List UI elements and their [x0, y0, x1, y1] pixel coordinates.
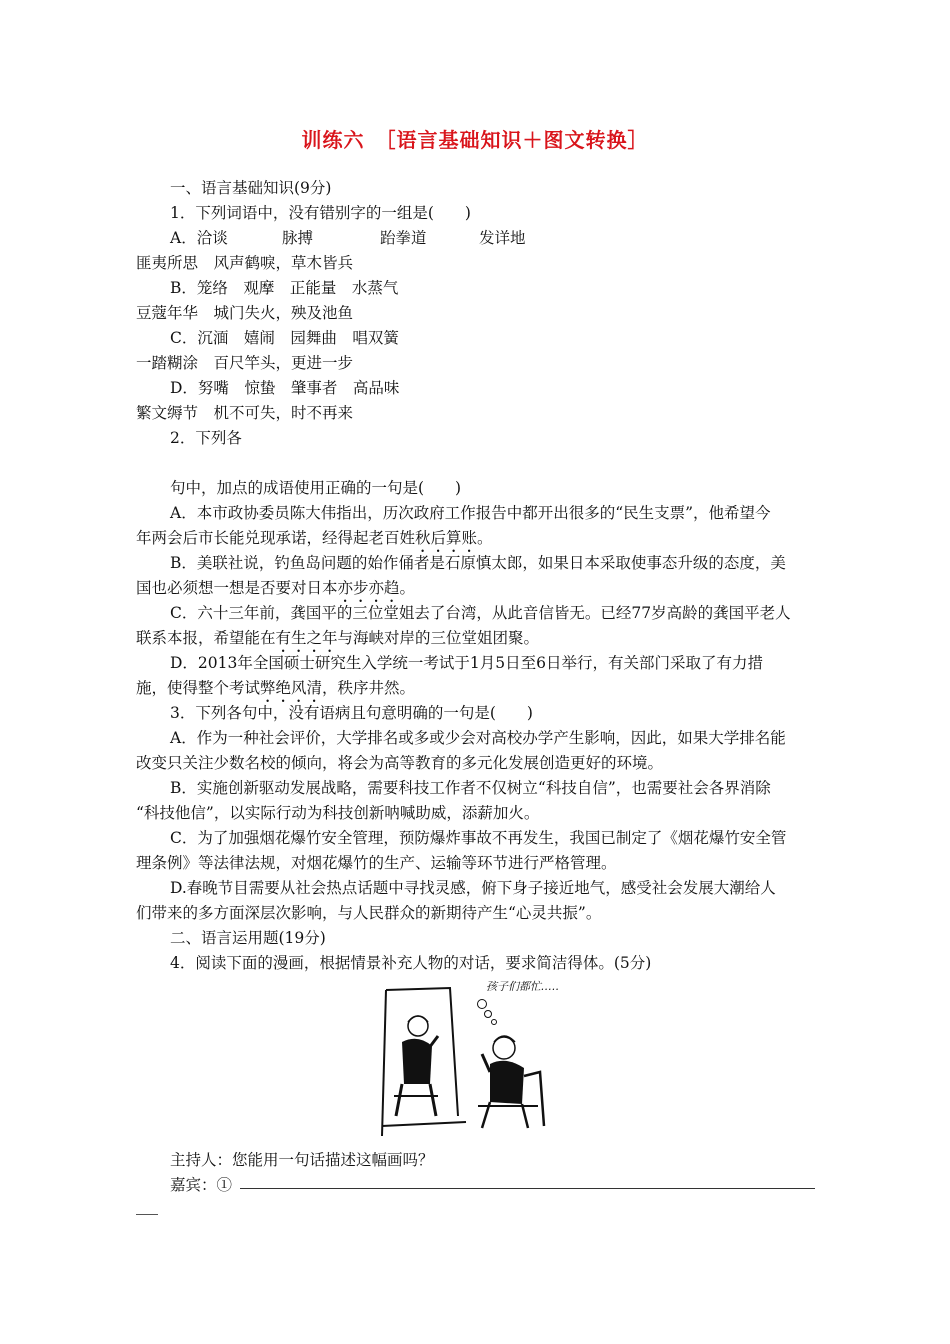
q1-a-word4: 发详地	[479, 229, 526, 247]
answer-blank-continuation	[136, 1214, 158, 1215]
q3-option-c-line2: 理条例》等法律法规，对烟花爆竹的生产、运输等环节进行严格管理。	[136, 854, 617, 872]
q1-option-d-line2: 繁文缛节 机不可失，时不再来	[136, 404, 354, 422]
comic-drawing	[378, 976, 558, 1142]
q2-option-a-line2	[136, 528, 493, 556]
comic-caption: 孩子们都忙……	[486, 980, 558, 993]
q3-option-d-line2: 们带来的多方面深层次影响，与人民群众的新期待产生“心灵共振”。	[136, 904, 602, 922]
seated-figure	[478, 1036, 544, 1128]
q1-a-word2: 脉搏	[282, 229, 314, 247]
q3-option-b-line2: “科技他信”，以实际行动为科技创新呐喊助威，添薪加火。	[136, 804, 540, 822]
q1-option-b-line2: 豆蔻年华 城门失火，殃及池鱼	[136, 304, 354, 322]
answer-blank-line[interactable]	[240, 1188, 815, 1189]
q2-d-text-end: ，秩序井然。	[322, 679, 416, 697]
q2-option-b: B．美联社说，钓鱼岛问题的始作俑者是石原慎太郎，如果日本采取使事态升级的态度，美	[170, 554, 786, 572]
q1-option-a	[170, 228, 526, 248]
q2-option-c: C．六十三年前，龚国平的三位堂姐去了台湾，从此音信皆无。已经77岁高龄的龚国平老人	[170, 604, 791, 622]
easel-leg-left	[382, 990, 386, 1136]
q2-option-c-line2	[136, 628, 539, 656]
section1-heading: 一、语言基础知识(9分)	[170, 179, 332, 197]
q3-option-a: A．作为一种社会评价，大学排名或多或少会对高校办学产生影响，因此，如果大学排名能	[170, 729, 786, 747]
q1-option-b: B．笼络 观摩 正能量 水蒸气	[170, 279, 399, 297]
q2-option-d-line2	[136, 678, 415, 706]
q1-option-c-line2: 一踏糊涂 百尺竿头，更进一步	[136, 354, 354, 372]
q2-stem-part2: 句中，加点的成语使用正确的一句是( )	[170, 479, 462, 497]
q2-b-dotted-idiom: 亦步亦趋	[337, 579, 400, 597]
q2-c-text-end: 与海峡对岸的三位堂姐团聚。	[337, 629, 540, 647]
q3-option-b: B．实施创新驱动发展战略，需要科技工作者不仅树立“科技自信”，也需要社会各界消除	[170, 779, 771, 797]
q1-option-d: D．努嘴 惊蛰 肇事者 高品味	[170, 379, 400, 397]
guest-line: 嘉宾：①	[170, 1176, 233, 1194]
easel-base	[382, 1122, 466, 1126]
painted-figure	[394, 1016, 438, 1116]
q3-option-c: C．为了加强烟花爆竹安全管理，预防爆炸事故不再发生，我国已制定了《烟花爆竹安全管	[170, 829, 787, 847]
q4-stem: 4．阅读下面的漫画，根据情景补充人物的对话，要求简洁得体。(5分)	[170, 954, 652, 972]
q2-a-dotted-idiom: 秋后算账	[415, 529, 478, 547]
q2-c-dotted-idiom: 有生之年	[275, 629, 338, 647]
q2-d-dotted-idiom: 弊绝风清	[260, 679, 323, 697]
q2-a-text-end: 。	[477, 529, 493, 547]
q3-option-d: D.春晚节目需要从社会热点话题中寻找灵感，俯下身子接近地气，感受社会发展大潮给人	[170, 879, 776, 897]
q2-option-d: D．2013年全国硕士研究生入学统一考试于1月5日至6日举行，有关部门采取了有力措	[170, 654, 763, 672]
section2-heading: 二、语言运用题(19分)	[170, 929, 326, 947]
q3-stem: 3．下列各句中，没有语病且句意明确的一句是( )	[170, 704, 533, 722]
q1-stem: 1．下列词语中，没有错别字的一组是( )	[170, 204, 471, 222]
q2-option-b-line2	[136, 578, 415, 606]
host-line: 主持人：您能用一句话描述这幅画吗？	[170, 1151, 434, 1169]
q2-b-text: 国也必须想一想是否要对日本	[136, 579, 338, 597]
q1-option-c: C．沉湎 嬉闹 园舞曲 唱双簧	[170, 329, 399, 347]
q2-a-text: 年两会后市长能兑现承诺，经得起老百姓	[136, 529, 416, 547]
q1-option-a-line2: 匪夷所思 风声鹤唳，草木皆兵	[136, 254, 354, 272]
q3-option-a-line2: 改变只关注少数名校的倾向，将会为高等教育的多元化发展创造更好的环境。	[136, 754, 664, 772]
q1-a-word1: A．洽谈	[170, 229, 228, 247]
q2-stem-part1: 2．下列各	[170, 429, 242, 447]
q1-a-word3: 跆拳道	[380, 229, 427, 247]
thought-bubble	[478, 1000, 497, 1025]
q2-b-text-end: 。	[399, 579, 416, 597]
page-title: 训练六 ［语言基础知识＋图文转换］	[301, 128, 649, 152]
q2-d-text: 施，使得整个考试	[136, 679, 261, 697]
q2-c-text: 联系本报，希望能在	[136, 629, 276, 647]
comic-illustration	[378, 976, 558, 1142]
q2-option-a: A．本市政协委员陈大伟指出，历次政府工作报告中都开出很多的“民生支票”，他希望今	[170, 504, 771, 522]
